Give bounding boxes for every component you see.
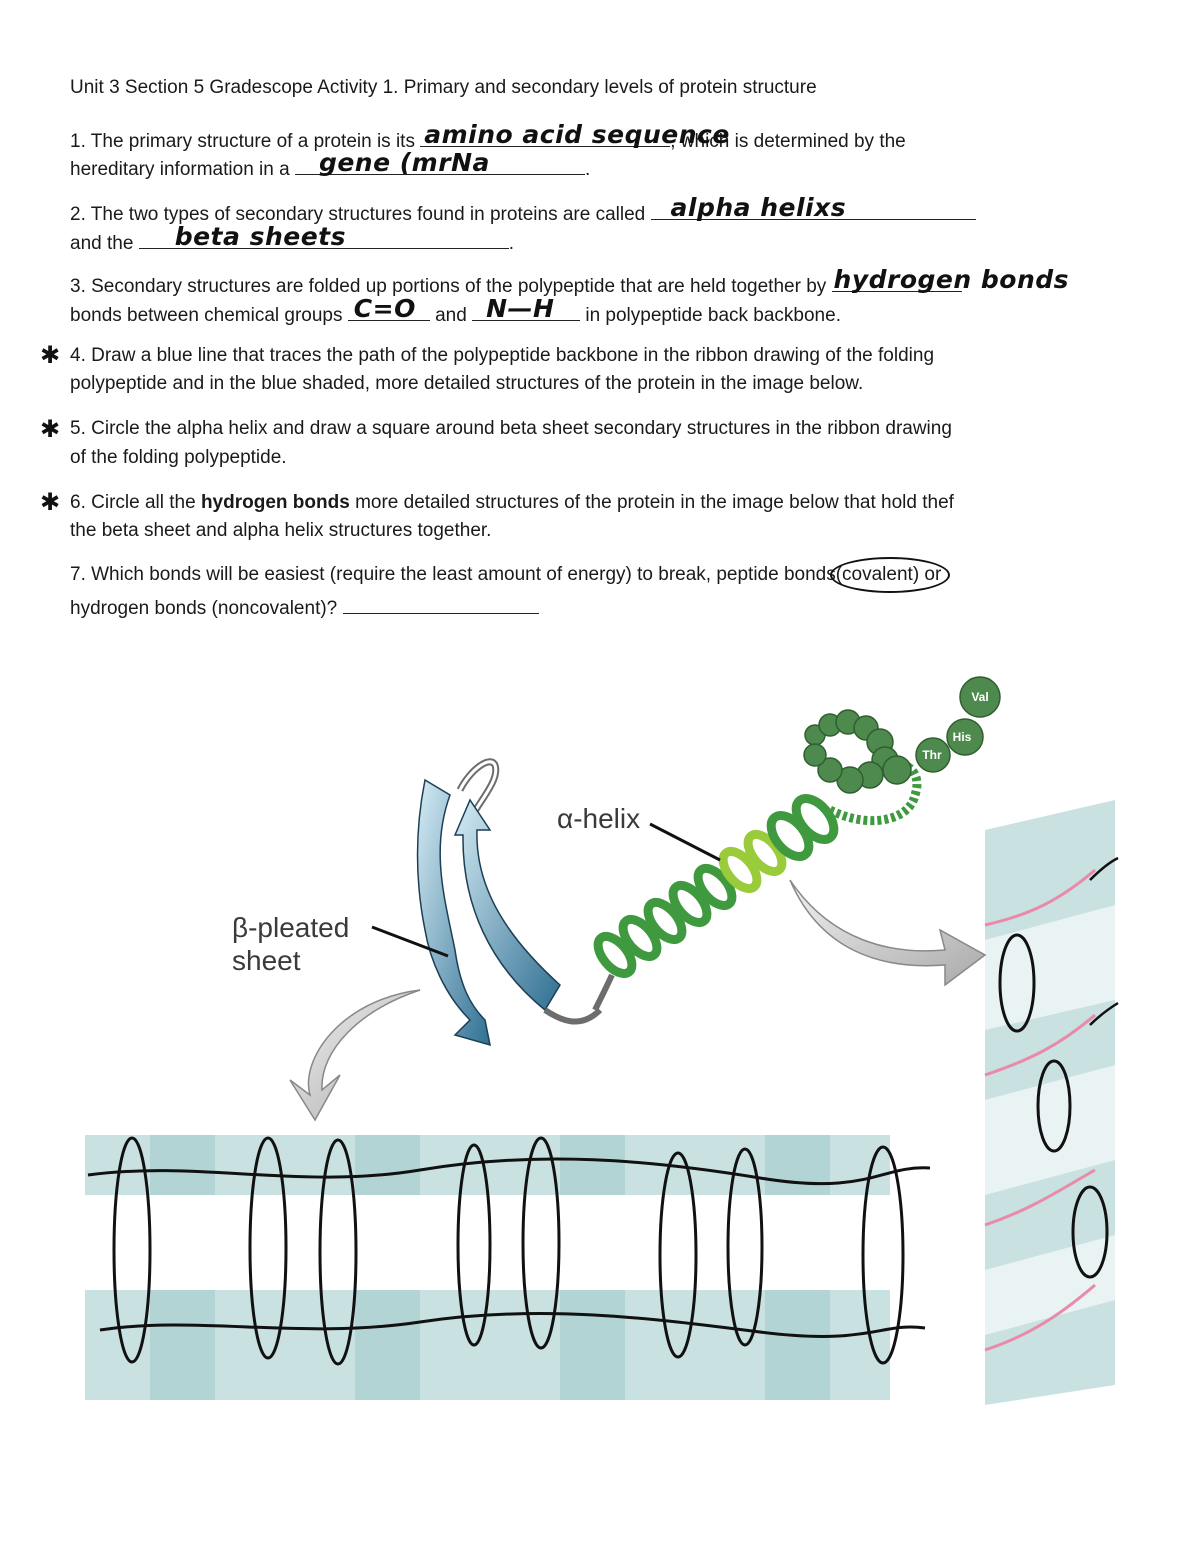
star-mark-icon: ✱	[40, 416, 61, 443]
worksheet-title: Unit 3 Section 5 Gradescope Activity 1. Primary and secondary levels of protein structure	[70, 77, 817, 98]
question-3-line-2: bonds between chemical groups C=O and N—H in polypeptide back backbone.	[70, 294, 841, 326]
circled-answer: (covalent)	[836, 564, 919, 585]
question-4-line-1: 4. Draw a blue line that traces the path of the polypeptide backbone in the ribbon drawing of the folding	[70, 345, 935, 366]
answer-blank-group-1[interactable]	[348, 294, 430, 323]
question-1-line-1: 1. The primary structure of a protein is its amino acid sequence , which is determined by the	[70, 120, 906, 152]
answer-blank-primary-structure[interactable]	[420, 120, 730, 149]
question-7-line-2: hydrogen bonds (noncovalent)?	[70, 595, 539, 620]
arrow-to-helix-icon	[790, 880, 985, 985]
question-7-line-1: 7. Which bonds will be easiest (require the least amount of energy) to break, peptide bonds(covalent) or	[70, 564, 941, 586]
alpha-helix-ribbon	[592, 765, 917, 1010]
answer-blank-bond-type[interactable]	[832, 265, 1070, 294]
beta-sheet-detail	[85, 1135, 930, 1400]
alpha-helix-pointer	[650, 824, 720, 860]
star-mark-icon: ✱	[40, 342, 61, 369]
beta-sheet-label-line1: β-pleated	[232, 912, 350, 943]
arrow-to-sheet-icon	[290, 990, 420, 1120]
question-3-line-1: 3. Secondary structures are folded up portions of the polypeptide that are held together by hydrogen bonds	[70, 265, 1070, 297]
answer-blank-group-2[interactable]	[472, 294, 580, 323]
question-2-line-1: 2. The two types of secondary structures found in proteins are called alpha helixs	[70, 199, 976, 226]
answer-blank-easiest-bond[interactable]	[343, 595, 539, 614]
question-4-line-2: polypeptide and in the blue shaded, more detailed structures of the protein in the image below.	[70, 373, 864, 394]
question-1-line-2: hereditary information in a gene (mrNa .	[70, 148, 591, 180]
alpha-helix-label: α-helix	[557, 803, 641, 834]
handwritten-answer: alpha helixs	[670, 193, 847, 222]
question-5-line-1: 5. Circle the alpha helix and draw a square around beta sheet secondary structures in the ribbon drawing	[70, 418, 952, 439]
question-6-line-2: the beta sheet and alpha helix structures together.	[70, 520, 492, 541]
answer-blank-secondary-2[interactable]	[139, 222, 509, 251]
handwritten-answer: amino acid sequence	[424, 120, 730, 149]
answer-blank-secondary-1[interactable]	[651, 193, 976, 222]
star-mark-icon: ✱	[40, 489, 61, 516]
hand-drawn-circle	[830, 557, 950, 593]
handwritten-answer: C=O	[353, 294, 416, 323]
alpha-helix-detail	[985, 800, 1118, 1405]
residue-his-label: His	[952, 730, 972, 744]
question-5-line-2: of the folding polypeptide.	[70, 447, 287, 468]
beta-sheet-label-line2: sheet	[232, 945, 301, 976]
question-6-line-1: 6. Circle all the hydrogen bonds more detailed structures of the protein in the image below that hold thef	[70, 492, 954, 513]
handwritten-answer: N—H	[486, 294, 555, 323]
protein-structure-figure	[0, 640, 1200, 1440]
handwritten-answer: hydrogen bonds	[833, 265, 1070, 294]
residue-thr-label: Thr	[922, 748, 942, 762]
handwritten-answer: beta sheets	[174, 222, 346, 251]
handwritten-answer: gene (mrNa	[318, 148, 490, 177]
question-2-line-2: and the beta sheets .	[70, 222, 514, 254]
residue-val-label: Val	[971, 690, 989, 704]
